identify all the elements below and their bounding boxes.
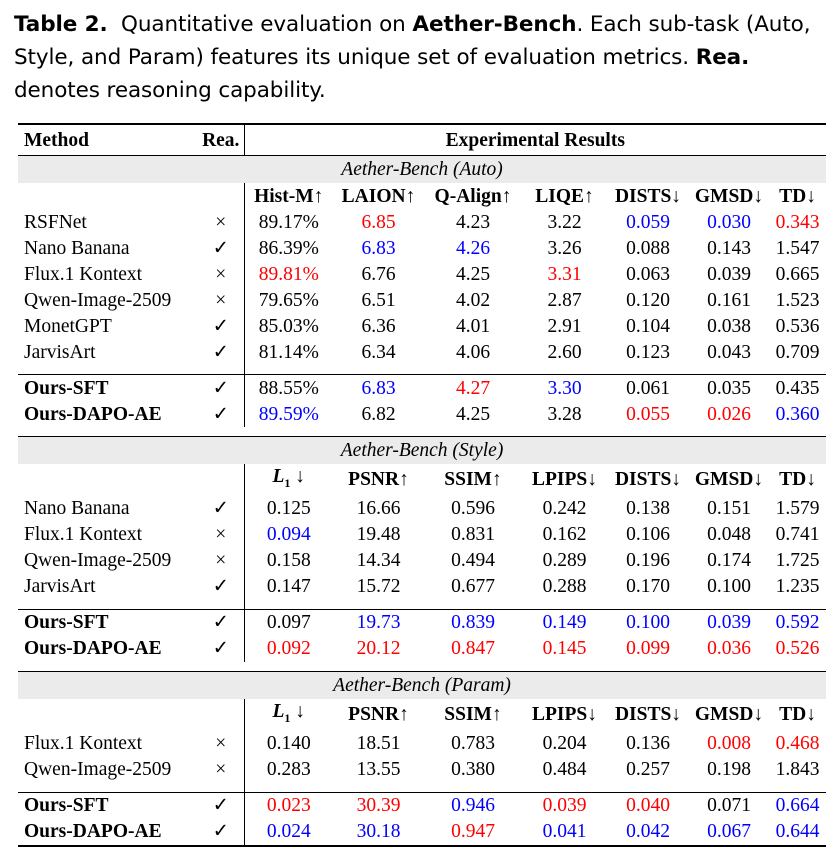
method-header: Method [18, 124, 198, 156]
metric-value: 6.76 [361, 263, 396, 285]
metric-value: 0.100 [707, 576, 751, 598]
metric-value: 16.66 [356, 498, 401, 520]
metric-value: 2.60 [547, 341, 582, 363]
metric-value: 0.106 [626, 524, 670, 546]
metric-header: PSNR↑ [348, 469, 409, 491]
metric-value: 0.038 [707, 315, 751, 337]
section-title-row [18, 671, 826, 699]
metric-value: 20.12 [356, 638, 401, 660]
metric-header-row [18, 183, 826, 209]
metric-value: 0.043 [707, 341, 751, 363]
rea-mark: ✓ [198, 235, 244, 261]
metric-value: 1.843 [775, 759, 820, 781]
table-row [18, 375, 826, 402]
metric-value: 0.289 [542, 550, 587, 572]
metric-value: 14.34 [356, 550, 401, 572]
metric-value: 0.644 [769, 819, 826, 846]
metric-value: 0.071 [689, 792, 769, 819]
method-name: JarvisArt [24, 341, 96, 363]
method-name: Nano Banana [24, 498, 130, 520]
metric-value: 0.040 [607, 792, 689, 819]
section-title: Aether-Bench (Style) [18, 437, 826, 465]
metric-value: 0.839 [424, 609, 522, 636]
table-row [18, 209, 826, 235]
metric-value: 0.592 [769, 609, 826, 636]
table-row [18, 339, 826, 365]
metric-value: 0.468 [775, 733, 820, 755]
metric-value: 89.59% [258, 403, 319, 425]
metric-header: TD↓ [779, 185, 816, 207]
table-row [18, 496, 826, 522]
metric-value: 0.149 [522, 609, 607, 636]
metric-value: 0.526 [775, 638, 820, 660]
metric-value: 0.204 [542, 733, 587, 755]
metric-value: 0.847 [451, 638, 495, 660]
metric-value: 0.092 [266, 638, 311, 660]
metric-value: 15.72 [356, 576, 401, 598]
rea-mark: × [198, 522, 244, 548]
metric-value: 0.125 [266, 498, 311, 520]
metric-header: PSNR↑ [348, 704, 409, 726]
rea-mark: ✓ [198, 339, 244, 365]
metric-value: 4.25 [455, 263, 491, 285]
metric-value: 0.343 [775, 211, 820, 233]
metric-header: LIQE↑ [535, 185, 594, 207]
metric-value: 4.01 [455, 315, 491, 337]
method-name: MonetGPT [24, 315, 112, 337]
caption-bench-name: Aether-Bench [412, 12, 577, 37]
table-row [18, 522, 826, 548]
section-title-row [18, 437, 826, 465]
metric-value: 0.039 [522, 792, 607, 819]
metric-value: 0.030 [707, 211, 751, 233]
metric-value: 6.82 [361, 403, 396, 425]
rea-mark: ✓ [198, 609, 244, 636]
metric-header: DISTS↓ [614, 185, 682, 207]
metric-value: 0.288 [542, 576, 587, 598]
metric-value: 0.831 [451, 524, 495, 546]
metric-value: 89.81% [258, 263, 319, 285]
metric-value: 0.147 [266, 576, 311, 598]
metric-value: 89.17% [258, 211, 319, 233]
spacer-row [18, 662, 826, 672]
metric-value: 0.947 [424, 819, 522, 846]
metric-value: 79.65% [258, 289, 319, 311]
metric-value: 3.22 [547, 211, 582, 233]
table-row [18, 731, 826, 757]
metric-value: 0.008 [707, 733, 751, 755]
table-row [18, 287, 826, 313]
metric-value: 0.138 [626, 498, 670, 520]
metric-value: 6.51 [361, 289, 396, 311]
method-name: Ours-SFT [18, 375, 198, 402]
table-row [18, 313, 826, 339]
table-row [18, 819, 826, 846]
metric-value: 4.02 [455, 289, 491, 311]
metric-value: 0.039 [707, 263, 751, 285]
metric-header-row [18, 464, 826, 496]
method-name: Ours-SFT [18, 609, 198, 636]
section-title: Aether-Bench (Param) [18, 671, 826, 699]
metric-value: 0.055 [626, 403, 670, 425]
rea-mark: ✓ [198, 636, 244, 662]
method-name: RSFNet [24, 211, 87, 233]
metric-value: 0.741 [775, 524, 820, 546]
metric-header: $L_1$ ↓ [272, 466, 306, 490]
spacer-row [18, 427, 826, 437]
rea-mark: ✓ [198, 496, 244, 522]
rea-mark: × [198, 209, 244, 235]
metric-header: SSIM↑ [444, 469, 502, 491]
metric-header: LPIPS↓ [531, 469, 597, 491]
metric-value: 0.024 [244, 819, 333, 846]
results-header: Experimental Results [244, 124, 826, 156]
metric-value: 0.023 [244, 792, 333, 819]
caption-text-c: denotes reasoning capability. [14, 78, 326, 103]
metric-value: 0.435 [769, 375, 826, 402]
metric-value: 18.51 [356, 733, 401, 755]
table-header-row [18, 124, 826, 156]
metric-value: 0.145 [542, 638, 587, 660]
metric-header: Q-Align↑ [434, 185, 512, 207]
caption-text-a: Quantitative evaluation on [121, 12, 406, 37]
table-row [18, 548, 826, 574]
metric-value: 0.048 [707, 524, 751, 546]
rea-mark: × [198, 287, 244, 313]
metric-value: 0.151 [707, 498, 751, 520]
metric-value: 1.725 [775, 550, 820, 572]
group-spacer [18, 783, 826, 793]
rea-header: Rea. [198, 124, 244, 156]
rea-mark: ✓ [198, 819, 244, 846]
rea-mark: × [198, 548, 244, 574]
metric-value: 0.097 [244, 609, 333, 636]
metric-header: GMSD↓ [694, 469, 764, 491]
metric-value: 1.235 [775, 576, 820, 598]
metric-value: 30.18 [333, 819, 424, 846]
group-spacer [18, 600, 826, 610]
metric-value: 0.136 [626, 733, 670, 755]
method-name: Flux.1 Kontext [24, 524, 143, 546]
table-row [18, 792, 826, 819]
metric-value: 0.946 [424, 792, 522, 819]
metric-value: 0.380 [451, 759, 495, 781]
rea-mark: ✓ [198, 792, 244, 819]
metric-value: 2.91 [547, 315, 582, 337]
metric-value: 3.28 [547, 403, 582, 425]
method-name: Qwen-Image-2509 [24, 289, 172, 311]
metric-value: 0.041 [522, 819, 607, 846]
metric-value: 0.783 [451, 733, 495, 755]
metric-value: 3.31 [547, 263, 582, 285]
metric-value: 0.026 [707, 403, 751, 425]
metric-value: 0.042 [607, 819, 689, 846]
metric-value: 0.162 [542, 524, 587, 546]
metric-value: 0.035 [689, 375, 769, 402]
metric-header: GMSD↓ [694, 185, 764, 207]
metric-value: 0.677 [451, 576, 495, 598]
metric-header: TD↓ [779, 469, 816, 491]
metric-value: 0.140 [266, 733, 311, 755]
metric-header: LPIPS↓ [531, 704, 597, 726]
metric-value: 0.709 [775, 341, 820, 363]
metric-header: TD↓ [779, 704, 816, 726]
metric-value: 6.36 [361, 315, 396, 337]
metric-value: 13.55 [356, 759, 401, 781]
method-name: JarvisArt [24, 576, 96, 598]
section-title-row [18, 156, 826, 184]
rea-mark: × [198, 261, 244, 287]
method-name: Flux.1 Kontext [24, 733, 143, 755]
method-name: Nano Banana [24, 237, 130, 259]
metric-value: 0.059 [626, 211, 670, 233]
method-name: Ours-DAPO-AE [24, 403, 162, 425]
table-row [18, 609, 826, 636]
metric-header: Hist-M↑ [254, 185, 324, 207]
metric-value: 0.596 [451, 498, 495, 520]
metric-value: 6.83 [361, 237, 396, 259]
caption-text-b: . Each sub-task (Auto, Style, and Param) features its unique set of evaluation metrics. [14, 12, 811, 70]
metric-value: 19.73 [333, 609, 424, 636]
metric-value: 0.104 [626, 315, 670, 337]
metric-value: 4.26 [455, 237, 491, 259]
metric-value: 0.063 [626, 263, 670, 285]
metric-value: 0.196 [626, 550, 670, 572]
metric-header: $L_1$ ↓ [272, 700, 306, 725]
metric-value: 0.123 [626, 341, 670, 363]
method-name: Qwen-Image-2509 [24, 550, 172, 572]
metric-value: 0.094 [266, 524, 311, 546]
metric-value: 0.100 [607, 609, 689, 636]
metric-value: 81.14% [258, 341, 319, 363]
metric-value: 0.283 [266, 759, 311, 781]
metric-value: 6.34 [361, 341, 396, 363]
metric-value: 0.039 [689, 609, 769, 636]
metric-header: LAION↑ [341, 185, 416, 207]
metric-value: 0.088 [626, 237, 670, 259]
metric-value: 0.143 [707, 237, 751, 259]
method-name: Ours-DAPO-AE [24, 638, 162, 660]
metric-value: 0.120 [626, 289, 670, 311]
metric-value: 3.30 [522, 375, 607, 402]
caption-label: Table 2. [14, 12, 108, 37]
metric-value: 6.85 [361, 211, 396, 233]
metric-value: 0.158 [266, 550, 311, 572]
table-row [18, 261, 826, 287]
metric-value: 3.26 [547, 237, 582, 259]
metric-value: 0.099 [626, 638, 670, 660]
rea-mark: ✓ [198, 574, 244, 600]
table-caption [14, 8, 826, 107]
metric-header: GMSD↓ [694, 704, 764, 726]
metric-value: 0.174 [707, 550, 751, 572]
metric-value: 30.39 [333, 792, 424, 819]
metric-value: 2.87 [547, 289, 582, 311]
metric-value: 1.523 [775, 289, 820, 311]
metric-value: 1.579 [775, 498, 820, 520]
group-spacer [18, 365, 826, 375]
metric-value: 0.161 [707, 289, 751, 311]
metric-value: 4.06 [455, 341, 491, 363]
section-title: Aether-Bench (Auto) [18, 156, 826, 184]
metric-value: 0.242 [542, 498, 587, 520]
metric-value: 0.257 [626, 759, 670, 781]
metric-value: 0.494 [451, 550, 495, 572]
results-table [18, 123, 826, 847]
caption-rea-term: Rea. [695, 45, 750, 70]
rea-mark: ✓ [198, 375, 244, 402]
metric-header: DISTS↓ [614, 704, 682, 726]
method-name: Qwen-Image-2509 [24, 759, 172, 781]
metric-value: 0.665 [775, 263, 820, 285]
metric-header: SSIM↑ [444, 704, 502, 726]
rea-mark: ✓ [198, 401, 244, 427]
metric-value: 4.25 [455, 403, 491, 425]
rea-mark: ✓ [198, 313, 244, 339]
table-row [18, 757, 826, 783]
table-row [18, 574, 826, 600]
metric-value: 86.39% [258, 237, 319, 259]
metric-header: DISTS↓ [614, 469, 682, 491]
metric-value: 0.067 [689, 819, 769, 846]
rea-mark: × [198, 731, 244, 757]
metric-value: 0.036 [707, 638, 751, 660]
metric-value: 6.83 [333, 375, 424, 402]
metric-value: 0.360 [775, 403, 820, 425]
metric-value: 0.198 [707, 759, 751, 781]
metric-value: 4.27 [424, 375, 522, 402]
rea-mark: × [198, 757, 244, 783]
method-name: Ours-SFT [18, 792, 198, 819]
metric-value: 0.170 [626, 576, 670, 598]
metric-value: 88.55% [244, 375, 333, 402]
metric-value: 0.536 [775, 315, 820, 337]
metric-value: 0.484 [542, 759, 587, 781]
table-row [18, 636, 826, 662]
metric-value: 4.23 [455, 211, 491, 233]
table-row [18, 401, 826, 427]
method-name: Ours-DAPO-AE [18, 819, 198, 846]
metric-header-row [18, 699, 826, 731]
metric-value: 19.48 [356, 524, 401, 546]
metric-value: 0.664 [769, 792, 826, 819]
table-row [18, 235, 826, 261]
metric-value: 0.061 [607, 375, 689, 402]
metric-value: 85.03% [258, 315, 319, 337]
method-name: Flux.1 Kontext [24, 263, 143, 285]
metric-value: 1.547 [775, 237, 820, 259]
